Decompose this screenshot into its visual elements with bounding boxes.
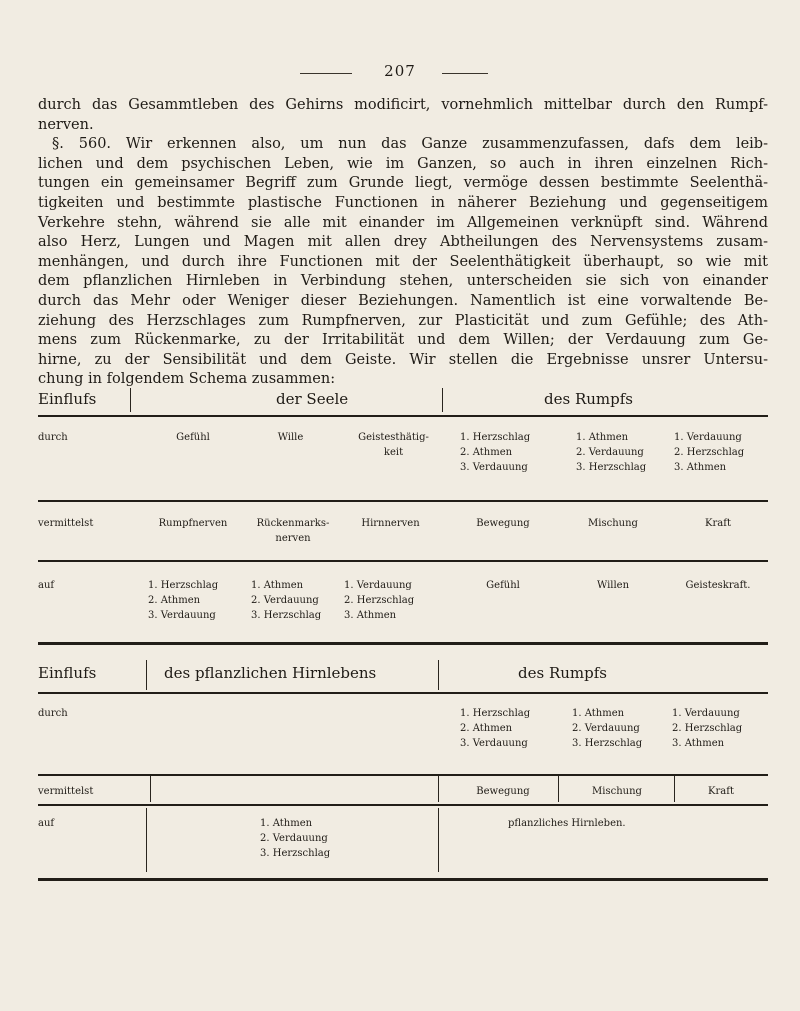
cell-text: 3. Verdauung: [148, 610, 216, 621]
table-cell: [448, 516, 558, 531]
table-rule: [38, 642, 768, 645]
cell-text: 3. Herzschlag: [572, 738, 643, 749]
table-row: [38, 816, 768, 876]
paragraph-line: nerven.: [38, 116, 94, 133]
table-rule: [38, 692, 768, 694]
cell-text: Rückenmarks-: [256, 518, 330, 529]
cell-text: 2. Verdauung: [572, 723, 640, 734]
table-cell: [562, 784, 672, 799]
cell-text: keit: [383, 447, 404, 458]
cell-text: 2. Herzschlag: [344, 595, 415, 606]
paragraph-line: ziehung des Herzschlages zum Rumpfnerven, zur Plasticität und zum Gefühle; des Ath-: [38, 312, 768, 329]
cell-text: 1. Herzschlag: [460, 708, 531, 719]
paragraph-line: tungen ein gemeinsamer Begriff zum Grunde liegt, vermöge dessen bestimmte Seelenthä-: [38, 175, 768, 192]
row-divider: [438, 808, 439, 872]
table-cell: [448, 578, 558, 593]
cell-text: Kraft: [708, 786, 734, 797]
table-cell: [508, 816, 728, 831]
table-rule: [38, 560, 768, 562]
row-divider: [438, 776, 439, 802]
cell-text: Kraft: [705, 518, 731, 529]
schema-header: [38, 388, 768, 414]
row-label-auf: auf: [38, 580, 55, 591]
header-des-rumpfs: des Rumpfs: [518, 664, 607, 682]
table-row: [38, 430, 768, 490]
row-divider: [150, 776, 151, 802]
paragraph-line: lichen und dem psychischen Leben, wie im Ganzen, so auch in ihren einzelnen Rich-: [38, 155, 768, 172]
row-label-durch: durch: [38, 432, 68, 443]
table-cell: [143, 516, 243, 531]
table-cell: [148, 578, 243, 623]
paragraph-line: §. 560. Wir erkennen also, um nun das Ganze zusammenzufassen, dafs dem leib-: [52, 136, 768, 153]
paragraph-line: menhängen, und durch ihre Functionen mit der Seelenthätigkeit überhaupt, so wie mit: [38, 253, 768, 270]
cell-text: 3. Herzschlag: [260, 848, 331, 859]
cell-text: Bewegung: [476, 786, 530, 797]
paragraph-line: durch das Mehr oder Weniger dieser Beziehungen. Namentlich ist eine vorwaltende Be-: [38, 292, 768, 309]
cell-text: 1. Athmen: [251, 580, 304, 591]
cell-text: 2. Athmen: [460, 447, 513, 458]
table-cell: [251, 578, 346, 623]
row-label-vermittelst: vermittelst: [38, 786, 94, 797]
row-label-durch: durch: [38, 708, 68, 719]
cell-text: Mischung: [592, 786, 642, 797]
table-cell: [343, 516, 438, 531]
paragraph-line: tigkeiten und bestimmte plastische Functionen in näherer Beziehung und gegenseitigem: [38, 194, 768, 211]
table-cell: [243, 516, 343, 546]
cell-text: Rumpfnerven: [158, 518, 228, 529]
table-cell: [243, 430, 338, 445]
cell-text: Gefühl: [486, 580, 520, 591]
cell-text: 1. Athmen: [576, 432, 629, 443]
table-cell: [344, 578, 444, 623]
table-rule: [38, 500, 768, 502]
cell-text: Wille: [277, 432, 304, 443]
table-cell: [572, 706, 672, 751]
header-divider: [130, 388, 131, 412]
cell-text: 1. Athmen: [572, 708, 625, 719]
cell-text: Mischung: [588, 518, 638, 529]
row-divider: [558, 776, 559, 802]
cell-text: 3. Herzschlag: [251, 610, 322, 621]
table-cell: [576, 430, 676, 475]
cell-text: 3. Herzschlag: [576, 462, 647, 473]
paragraph-line: hirne, zu der Sensibilität und dem Geiste. Wir stellen die Ergebnisse unsrer Untersu-: [38, 351, 768, 368]
row-label-auf: auf: [38, 818, 55, 829]
body-paragraph: [38, 96, 768, 390]
cell-text: 3. Athmen: [672, 738, 725, 749]
paragraph-line: dem pflanzlichen Hirnleben in Verbindung stehen, unterscheiden sie sich von einander: [38, 273, 768, 290]
cell-text: 2. Verdauung: [576, 447, 644, 458]
page-number: 207: [384, 62, 416, 80]
paragraph-line: Verkehre stehn, während sie alle mit einander im Allgemeinen verknüpft sind. Während: [38, 214, 768, 231]
cell-text: 2. Herzschlag: [674, 447, 745, 458]
cell-text: 1. Verdauung: [674, 432, 742, 443]
cell-text: 1. Verdauung: [672, 708, 740, 719]
table-row: [38, 706, 768, 766]
schema-seele-table: [38, 388, 768, 646]
cell-text: 2. Verdauung: [260, 833, 328, 844]
table-cell: [674, 784, 768, 799]
paragraph-line: mens zum Rückenmarke, zu der Irritabilität und dem Willen; der Verdauung zum Ge-: [38, 332, 768, 349]
cell-text: Hirnnerven: [361, 518, 420, 529]
header-einflufs: Einflufs: [38, 390, 97, 408]
cell-text: 3. Verdauung: [460, 738, 528, 749]
cell-text: 2. Athmen: [460, 723, 513, 734]
table-row: [38, 516, 768, 556]
table-cell: [674, 430, 768, 475]
table-cell: [672, 706, 768, 751]
table-cell: [448, 784, 558, 799]
page-number-rule-right: [442, 73, 488, 74]
schema-header: [38, 658, 768, 692]
table-cell: [668, 578, 768, 593]
table-rule: [38, 415, 768, 417]
cell-text: 2. Athmen: [148, 595, 201, 606]
cell-text: Gefühl: [176, 432, 210, 443]
header-divider: [146, 660, 147, 690]
cell-text: Willen: [596, 580, 630, 591]
header-divider: [442, 388, 443, 412]
table-cell: [558, 578, 668, 593]
paragraph-line: durch das Gesammtleben des Gehirns modificirt, vornehmlich mittelbar durch den Rumpf-: [38, 97, 768, 113]
table-cell: [260, 816, 380, 861]
paragraph-line: chung in folgendem Schema zusammen:: [38, 371, 336, 388]
cell-text: 3. Verdauung: [460, 462, 528, 473]
schema-hirnleben-table: [38, 658, 768, 922]
header-des-rumpfs: des Rumpfs: [544, 390, 633, 408]
table-cell: [668, 516, 768, 531]
table-rule: [38, 774, 768, 776]
header-einflufs: Einflufs: [38, 664, 97, 682]
table-cell: [148, 430, 238, 445]
cell-text: Geistesthätig-: [358, 432, 429, 443]
cell-text: 2. Verdauung: [251, 595, 319, 606]
cell-text: 1. Herzschlag: [148, 580, 219, 591]
cell-text: Bewegung: [476, 518, 530, 529]
row-divider: [674, 776, 675, 802]
cell-text: 3. Athmen: [674, 462, 727, 473]
header-des-pflanzlichen-hirnlebens: des pflanzlichen Hirnlebens: [164, 664, 377, 682]
cell-text: nerven: [275, 533, 311, 544]
cell-text: 1. Herzschlag: [460, 432, 531, 443]
cell-text: 1. Athmen: [260, 818, 313, 829]
cell-text: 2. Herzschlag: [672, 723, 743, 734]
header-divider: [438, 660, 439, 690]
table-cell: [460, 706, 560, 751]
table-cell: [346, 430, 441, 460]
cell-text: 1. Verdauung: [344, 580, 412, 591]
table-row: [38, 578, 768, 638]
cell-text: pflanzliches Hirnleben.: [508, 818, 626, 829]
header-der-seele: der Seele: [276, 390, 349, 408]
cell-text: Geisteskraft.: [685, 580, 751, 591]
table-rule: [38, 804, 768, 806]
row-label-vermittelst: vermittelst: [38, 518, 94, 529]
row-divider: [146, 808, 147, 872]
cell-text: 3. Athmen: [344, 610, 397, 621]
paragraph-line: also Herz, Lungen und Magen mit allen drey Abtheilungen des Nervensystems zusam-: [38, 234, 768, 251]
table-rule: [38, 878, 768, 881]
table-cell: [558, 516, 668, 531]
table-cell: [460, 430, 560, 475]
